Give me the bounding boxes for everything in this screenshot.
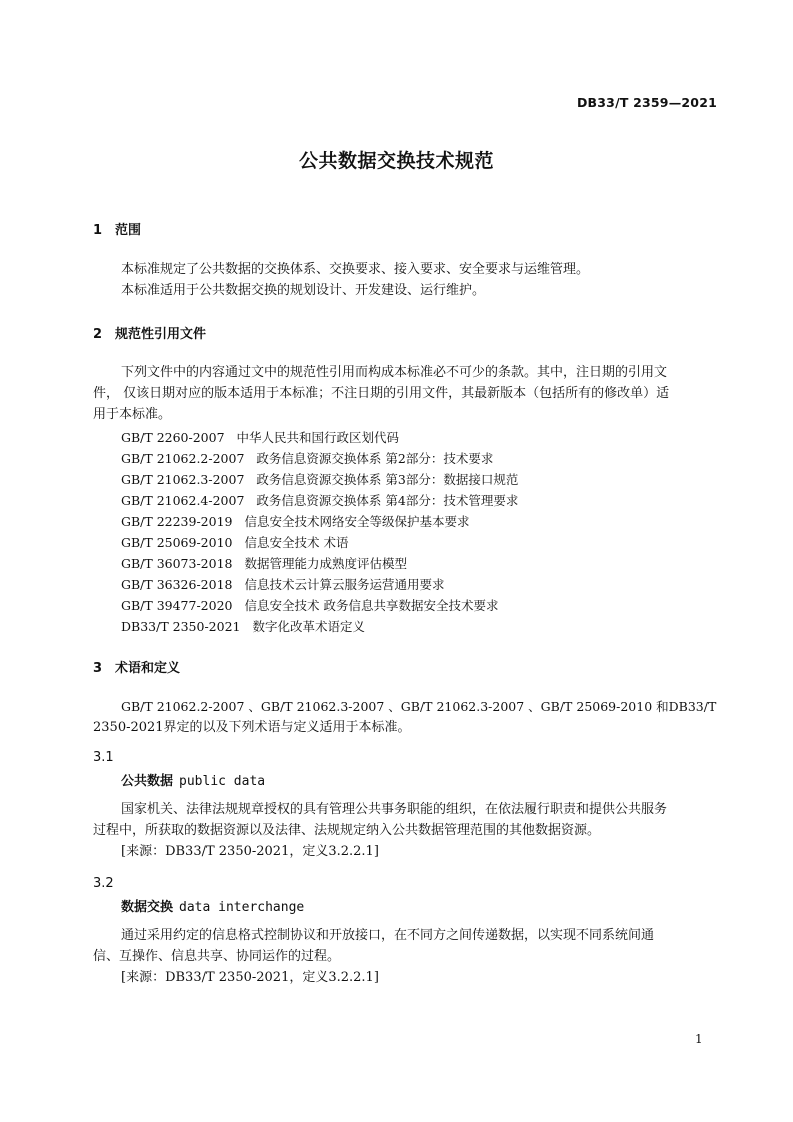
reference-code: GB/T 36073-2018 xyxy=(121,556,233,571)
scope-paragraph-1: 本标准规定了公共数据的交换体系、交换要求、接入要求、安全要求与运维管理。 xyxy=(121,262,590,277)
term-definition-line-1: 通过采用约定的信息格式控制协议和开放接口，在不同方之间传递数据，以实现不同系统间通 xyxy=(121,928,655,943)
section-number: 3 xyxy=(93,661,103,676)
reference-code: GB/T 21062.2-2007 xyxy=(121,451,245,466)
reference-name: 政务信息资源交换体系 第3部分：数据接口规范 xyxy=(256,472,519,487)
term-name-zh: 公共数据 xyxy=(121,774,174,789)
term-name xyxy=(121,896,304,915)
reference-code: GB/T 25069-2010 xyxy=(121,535,233,550)
reference-item xyxy=(121,428,399,446)
reference-name: 信息安全技术 政务信息共享数据安全技术要求 xyxy=(244,598,499,613)
reference-item xyxy=(121,617,365,635)
reference-code: GB/T 36326-2018 xyxy=(121,577,233,592)
section-title: 术语和定义 xyxy=(115,661,181,676)
terms-intro-line-1: GB/T 21062.2-2007 、GB/T 21062.3-2007 、GB/T 21062.3-2007 、GB/T 25069-2010 和DB33/T xyxy=(121,699,717,714)
reference-name: 数据管理能力成熟度评估模型 xyxy=(244,556,408,571)
reference-name: 信息技术云计算云服务运营通用要求 xyxy=(244,577,445,592)
reference-item xyxy=(121,533,348,551)
section-3-heading xyxy=(93,657,180,676)
page-number: 1 xyxy=(695,1032,703,1046)
document-title: 公共数据交换技术规范 xyxy=(298,150,494,172)
term-source: [来源：DB33/T 2350-2021，定义3.2.2.1] xyxy=(121,970,379,985)
reference-code: DB33/T 2350-2021 xyxy=(121,619,241,634)
reference-item xyxy=(121,596,498,614)
reference-name: 数字化改革术语定义 xyxy=(252,619,365,634)
reference-name: 政务信息资源交换体系 第2部分：技术要求 xyxy=(256,451,494,466)
terms-intro-line-2: 2350-2021界定的以及下列术语与定义适用于本标准。 xyxy=(93,720,411,735)
reference-item xyxy=(121,491,518,509)
references-intro-line-3: 用于本标准。 xyxy=(93,407,172,422)
reference-code: GB/T 21062.4-2007 xyxy=(121,493,245,508)
reference-name: 信息安全技术网络安全等级保护基本要求 xyxy=(244,514,470,529)
term-definition-line-2: 信、互操作、信息共享、协同运作的过程。 xyxy=(93,949,341,964)
reference-code: GB/T 2260-2007 xyxy=(121,430,225,445)
term-name-zh: 数据交换 xyxy=(121,900,174,915)
scope-paragraph-2: 本标准适用于公共数据交换的规划设计、开发建设、运行维护。 xyxy=(121,283,486,298)
references-intro-line-2: 件， 仅该日期对应的版本适用于本标准；不注日期的引用文件，其最新版本（包括所有的修改单）适 xyxy=(93,386,670,401)
reference-name: 信息安全技术 术语 xyxy=(244,535,349,550)
reference-item xyxy=(121,575,445,593)
section-number: 2 xyxy=(93,327,103,342)
term-name-en: public data xyxy=(179,774,266,789)
references-intro-line-1: 下列文件中的内容通过文中的规范性引用而构成本标准必不可少的条款。其中，注日期的引用文 xyxy=(121,365,668,380)
term-definition-line-1: 国家机关、法律法规规章授权的具有管理公共事务职能的组织，在依法履行职责和提供公共服务 xyxy=(121,802,668,817)
reference-item xyxy=(121,512,470,530)
reference-item xyxy=(121,470,518,488)
term-name xyxy=(121,770,265,789)
term-number: 3.1 xyxy=(93,750,114,765)
section-1-heading xyxy=(93,219,141,238)
reference-name: 中华人民共和国行政区划代码 xyxy=(236,430,400,445)
section-title: 规范性引用文件 xyxy=(115,327,207,342)
section-title: 范围 xyxy=(115,223,142,238)
reference-code: GB/T 22239-2019 xyxy=(121,514,233,529)
term-number: 3.2 xyxy=(93,876,114,891)
reference-item xyxy=(121,449,493,467)
standard-number: DB33/T 2359—2021 xyxy=(576,95,717,110)
section-number: 1 xyxy=(93,223,103,238)
term-definition-line-2: 过程中，所获取的数据资源以及法律、法规规定纳入公共数据管理范围的其他数据资源。 xyxy=(93,823,601,838)
term-name-en: data interchange xyxy=(179,900,305,915)
reference-name: 政务信息资源交换体系 第4部分：技术管理要求 xyxy=(256,493,519,508)
section-2-heading xyxy=(93,323,206,342)
reference-code: GB/T 21062.3-2007 xyxy=(121,472,245,487)
reference-item xyxy=(121,554,407,572)
reference-code: GB/T 39477-2020 xyxy=(121,598,233,613)
term-source: [来源：DB33/T 2350-2021，定义3.2.2.1] xyxy=(121,844,379,859)
